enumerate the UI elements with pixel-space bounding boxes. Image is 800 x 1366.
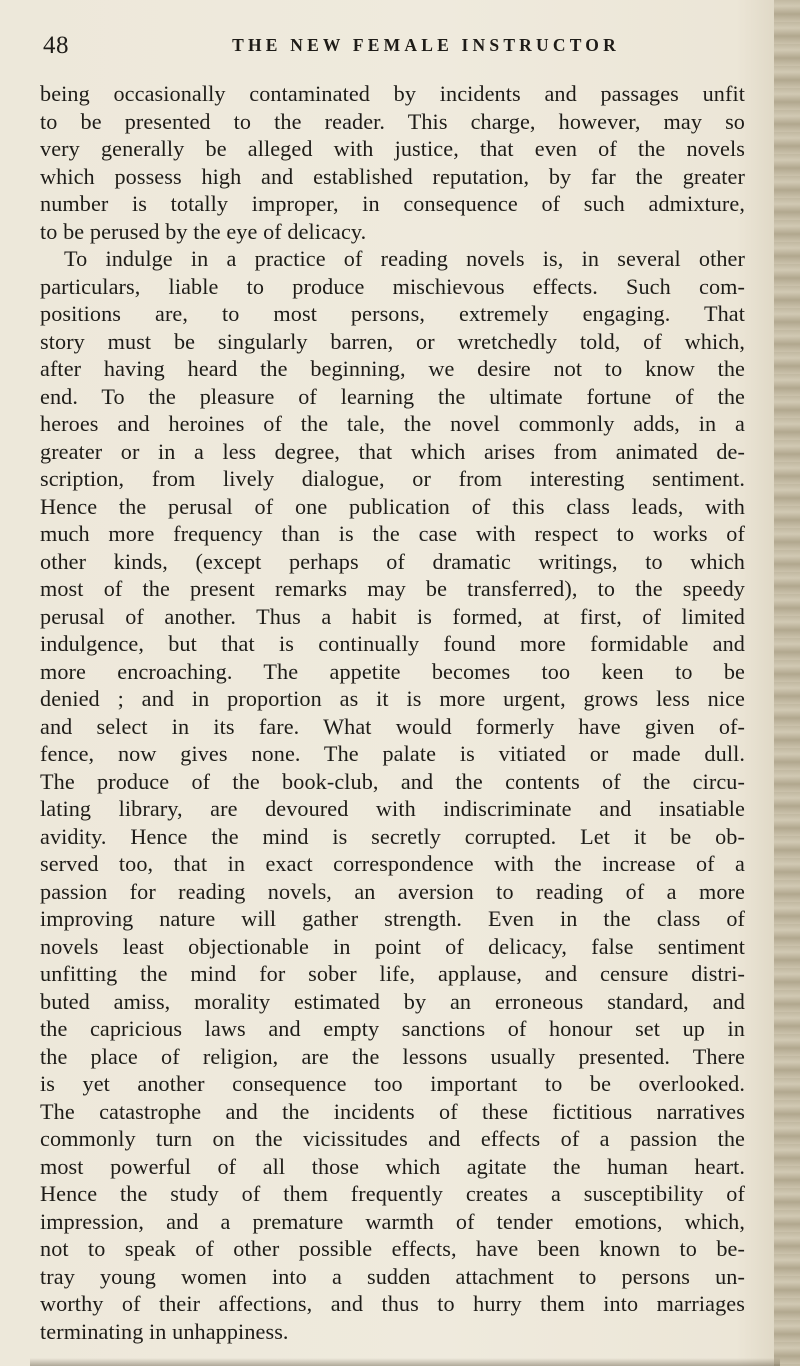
text-line: lating library, are devoured with indiscriminate and insatiable xyxy=(40,796,745,821)
text-line: improving nature will gather strength. Even in the class of xyxy=(40,906,745,931)
text-line: much more frequency than is the case with respect to works of xyxy=(40,521,745,546)
text-line: The produce of the book-club, and the contents of the circu- xyxy=(40,768,745,794)
page-number: 48 xyxy=(43,32,69,59)
text-line: scription, from lively dialogue, or from interesting sentiment. xyxy=(40,466,745,491)
text-line: indulgence, but that is continually found more formidable and xyxy=(40,631,745,656)
text-line: other kinds, (except perhaps of dramatic writings, to which xyxy=(40,548,745,574)
text-line: and select in its fare. What would formerly have given of- xyxy=(40,713,745,739)
text-line: passion for reading novels, an aversion to reading of a more xyxy=(40,878,745,904)
text-line: Hence the perusal of one publication of this class leads, with xyxy=(40,493,745,519)
text-line: unfitting the mind for sober life, applause, and censure distri- xyxy=(40,961,745,986)
text-line: story must be singularly barren, or wretchedly told, of which, xyxy=(40,328,745,354)
text-line: avidity. Hence the mind is secretly corrupted. Let it be ob- xyxy=(40,823,745,849)
running-head xyxy=(43,30,743,64)
text-line: number is totally improper, in consequence of such admixture, xyxy=(40,191,745,216)
text-line: being occasionally contaminated by incidents and passages unfit xyxy=(40,81,745,106)
text-line: fence, now gives none. The palate is vitiated or made dull. xyxy=(40,741,745,766)
text-line: To indulge in a practice of reading novels is, in several other xyxy=(64,246,745,271)
text-line: novels least objectionable in point of delicacy, false sentiment xyxy=(40,933,745,959)
text-line: served too, that in exact correspondence with the increase of a xyxy=(40,851,745,876)
text-line: particulars, liable to produce mischievous effects. Such com- xyxy=(40,273,745,299)
text-line: commonly turn on the vicissitudes and effects of a passion the xyxy=(40,1126,745,1151)
text-line: more encroaching. The appetite becomes too keen to be xyxy=(40,658,745,684)
text-line: is yet another consequence too important to be overlooked. xyxy=(40,1071,745,1096)
text-line: tray young women into a sudden attachment to persons un- xyxy=(40,1263,745,1289)
text-line: not to speak of other possible effects, have been known to be- xyxy=(40,1236,745,1261)
text-line: worthy of their affections, and thus to hurry them into marriages xyxy=(40,1291,745,1316)
body-text xyxy=(40,80,745,1345)
text-line: to be presented to the reader. This charge, however, may so xyxy=(40,108,745,134)
text-line: after having heard the beginning, we desire not to know the xyxy=(40,356,745,381)
text-line: impression, and a premature warmth of tender emotions, which, xyxy=(40,1208,745,1234)
running-head-title: THE NEW FEMALE INSTRUCTOR xyxy=(232,35,620,55)
text-line: The catastrophe and the incidents of these fictitious narratives xyxy=(40,1098,745,1124)
text-line: very generally be alleged with justice, that even of the novels xyxy=(40,136,745,161)
text-line: end. To the pleasure of learning the ultimate fortune of the xyxy=(40,383,745,409)
page-edge xyxy=(774,0,800,1366)
text-line: most of the present remarks may be transferred), to the speedy xyxy=(40,576,745,601)
page-bottom-shadow xyxy=(30,1358,780,1366)
text-line: the capricious laws and empty sanctions of honour set up in xyxy=(40,1016,745,1041)
text-line: perusal of another. Thus a habit is formed, at first, of limited xyxy=(40,603,745,629)
text-line: buted amiss, morality estimated by an erroneous standard, and xyxy=(40,988,745,1014)
text-line: terminating in unhappiness. xyxy=(40,1318,289,1344)
text-line: heroes and heroines of the tale, the novel commonly adds, in a xyxy=(40,411,745,436)
text-line: positions are, to most persons, extremely engaging. That xyxy=(40,301,745,326)
text-line: most powerful of all those which agitate the human heart. xyxy=(40,1153,745,1179)
text-line: which possess high and established reputation, by far the greater xyxy=(40,163,745,189)
text-line: the place of religion, are the lessons usually presented. There xyxy=(40,1043,745,1069)
text-line: denied ; and in proportion as it is more urgent, grows less nice xyxy=(40,686,745,711)
text-line: to be perused by the eye of delicacy. xyxy=(40,218,367,244)
text-line: greater or in a less degree, that which arises from animated de- xyxy=(40,438,745,464)
text-line: Hence the study of them frequently creates a susceptibility of xyxy=(40,1181,745,1206)
